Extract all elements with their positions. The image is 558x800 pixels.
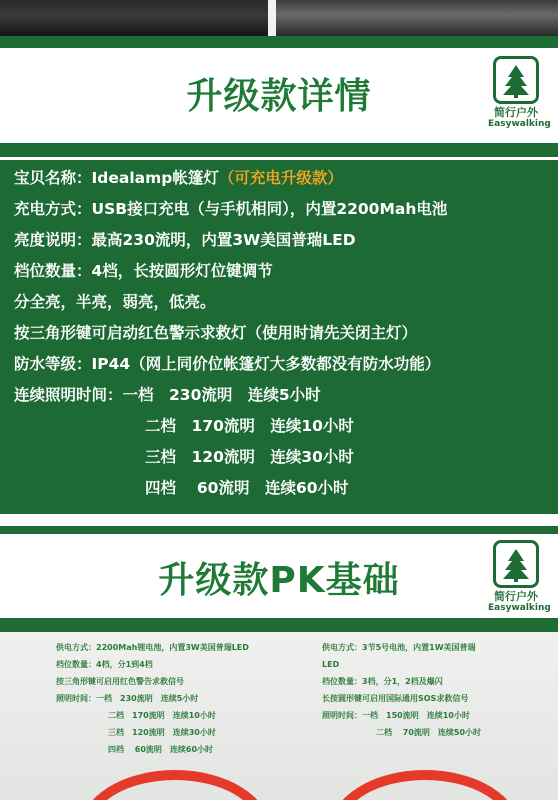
lamp-ring-left	[80, 770, 270, 800]
compare-right-line: 档位数量：3档，分1，2档及爆闪	[322, 677, 443, 686]
detail-highlight: （可充电升级款）	[218, 169, 343, 187]
details-panel	[0, 160, 558, 514]
white-separator	[0, 514, 558, 526]
logo-text-cn: 简行户外	[494, 106, 538, 119]
brand-logo-2	[488, 540, 551, 614]
detail-waterproof: 防水等级：IP44（网上同价位帐篷灯大多数都没有防水功能）	[14, 355, 441, 373]
compare-left-line: 二档 170流明 连续10小时	[108, 711, 216, 720]
green-band-section2	[0, 526, 558, 534]
compare-left-line: 档位数量：4档，分1到4档	[56, 660, 153, 669]
compare-left-line: 按三角形键可启用红色警告求救信号	[56, 677, 184, 686]
detail-brightness: 亮度说明：最高230流明，内置3W美国普瑞LED	[14, 231, 356, 249]
detail-runtime-4: 四档 60流明 连续60小时	[145, 479, 349, 497]
compare-right-line: 二档 70流明 连续50小时	[376, 728, 482, 737]
logo-text-en-2: Easywalking	[488, 603, 551, 613]
product-photo-left	[0, 0, 268, 36]
compare-right-line: 照明时间：一档 150流明 连续10小时	[322, 711, 470, 720]
logo-text-cn-2: 简行户外	[494, 590, 538, 603]
detail-charging: 充电方式：USB接口充电（与手机相同），内置2200Mah电池	[14, 200, 448, 218]
compare-left-line: 三档 120流明 连续30小时	[108, 728, 216, 737]
compare-right-line: LED	[322, 660, 340, 669]
detail-sos: 按三角形键可启动红色警示求救灯（使用时请先关闭主灯）	[14, 324, 418, 342]
green-band-mid	[0, 143, 558, 157]
comparison-panel	[0, 632, 558, 800]
detail-runtime-2: 二档 170流明 连续10小时	[145, 417, 354, 435]
top-photo-strip	[0, 0, 558, 36]
tree-logo-icon	[493, 56, 539, 104]
brand-logo	[488, 56, 551, 130]
compare-left-line: 四档 60流明 连续60小时	[108, 745, 214, 754]
lamp-ring-right	[330, 770, 520, 800]
detail-runtime-3: 三档 120流明 连续30小时	[145, 448, 354, 466]
compare-left-line: 供电方式：2200Mah锂电池，内置3W美国普瑞LED	[56, 643, 249, 652]
detail-product-name: 宝贝名称：Idealamp帐篷灯（可充电升级款）	[14, 169, 343, 187]
compare-right-line: 供电方式：3节5号电池，内置1W美国普瑞	[322, 643, 476, 652]
product-photo-right	[276, 0, 558, 36]
green-band-section2-bottom	[0, 618, 558, 632]
detail-mode-list: 分全亮，半亮，弱亮，低亮。	[14, 293, 216, 311]
detail-modes: 档位数量：4档，长按圆形灯位键调节	[14, 262, 273, 280]
photo-divider	[268, 0, 276, 36]
green-band-top	[0, 36, 558, 48]
tree-logo-icon-2	[493, 540, 539, 588]
logo-text-en: Easywalking	[488, 119, 551, 129]
section-title-pk: 升级款PK基础	[158, 560, 400, 601]
compare-right-line: 长按圆形键可启用国际通用SOS求救信号	[322, 694, 469, 703]
section-title-details: 升级款详情	[186, 76, 372, 117]
detail-runtime-1: 连续照明时间：一档 230流明 连续5小时	[14, 386, 321, 404]
compare-left-line: 照明时间：一档 230流明 连续5小时	[56, 694, 199, 703]
